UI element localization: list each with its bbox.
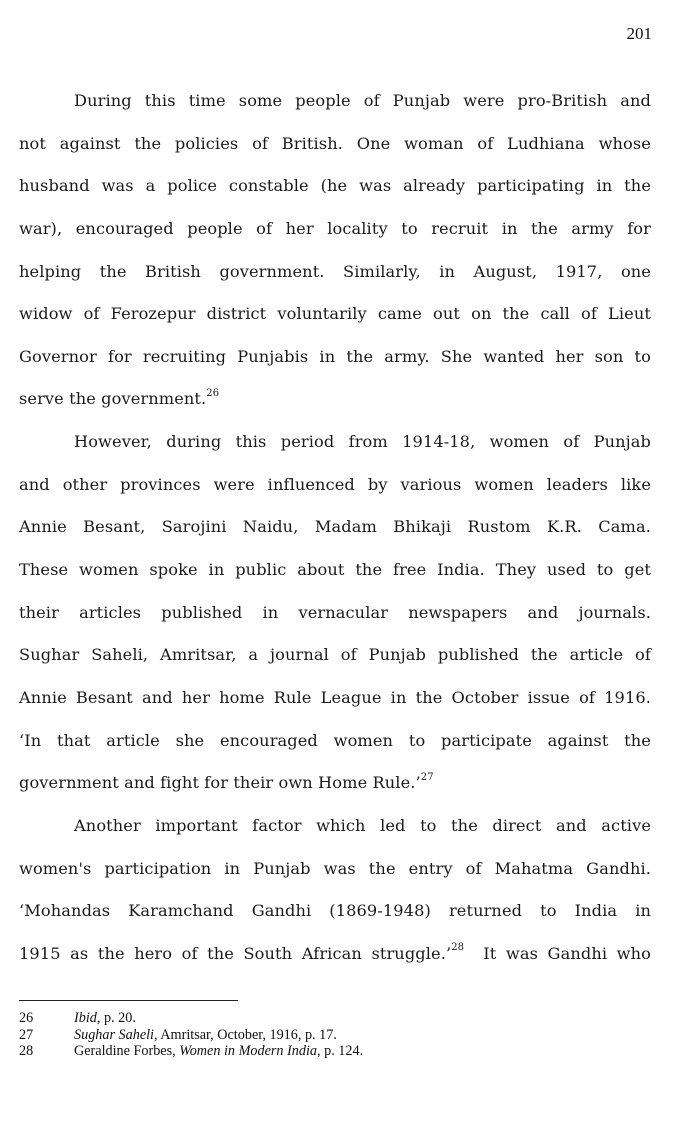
- footnote-number: 28: [19, 1043, 34, 1059]
- text-line: Annie Besant and her home Rule League in the October issue of 1916.: [19, 687, 651, 707]
- footnote-italic: Women in Modern India: [179, 1043, 317, 1059]
- footnote-text: [74, 1043, 363, 1060]
- footnote-prefix: Geraldine Forbes,: [74, 1043, 180, 1059]
- footnote-italic: Sughar Saheli: [74, 1026, 154, 1043]
- text-line: ‘In that article she encouraged women to participate against the: [19, 730, 651, 750]
- text-line: However, during this period from 1914-18, women of Punjab: [74, 432, 651, 452]
- text-line: war), encouraged people of her locality to recruit in the army for: [19, 218, 651, 238]
- text-line: and other provinces were influenced by various women leaders like: [19, 474, 651, 494]
- footnote-rest: , p. 20.: [96, 1010, 136, 1026]
- footnote-rest: , Amritsar, October, 1916, p. 17.: [154, 1026, 337, 1043]
- footnote: [19, 1010, 659, 1027]
- text-line: widow of Ferozepur district voluntarily came out on the call of Lieut: [19, 304, 651, 324]
- footnote-rest: , p. 124.: [317, 1043, 364, 1059]
- footnote-ref[interactable]: 26: [206, 388, 220, 400]
- text-line: [19, 933, 651, 976]
- footnote-ref[interactable]: 27: [420, 771, 434, 783]
- text-line: women's participation in Punjab was the entry of Mahatma Gandhi.: [19, 858, 651, 878]
- footnote-ref[interactable]: 28: [451, 942, 465, 954]
- text-line: During this time some people of Punjab were pro-British and: [74, 91, 651, 110]
- text-line: Sughar Saheli, Amritsar, a journal of Punjab published the article of: [19, 645, 651, 665]
- footnote-separator: [19, 1000, 238, 1001]
- footnote-text: [74, 1027, 337, 1044]
- paragraph: [19, 421, 651, 805]
- footnote-number: 26: [19, 1010, 34, 1026]
- text-line: not against the policies of British. One woman of Ludhiana whose: [19, 133, 651, 153]
- footnote: [19, 1043, 659, 1060]
- paragraph: [19, 805, 651, 976]
- text-line: ‘Mohandas Karamchand Gandhi (1869-1948) returned to India in: [19, 901, 651, 921]
- footnote-italic: Ibid: [74, 1010, 97, 1026]
- footnote: [19, 1027, 659, 1044]
- text-line: Annie Besant, Sarojini Naidu, Madam Bhikaji Rustom K.R. Cama.: [19, 517, 651, 537]
- text-line: [19, 378, 651, 421]
- text-line: husband was a police constable (he was already participating in the: [19, 176, 651, 196]
- footnotes: [19, 1010, 659, 1060]
- footnote-text: [74, 1010, 136, 1027]
- page-number: 201: [626, 24, 652, 43]
- text-line: [19, 762, 651, 805]
- footnote-number: 27: [19, 1026, 34, 1043]
- text-line: Governor for recruiting Punjabis in the army. She wanted her son to: [19, 346, 651, 366]
- text-line: These women spoke in public about the free India. They used to get: [19, 560, 651, 580]
- text-line-content: government and fight for their own Home Rule.’: [19, 773, 421, 793]
- text-line-content: 1915 as the hero of the South African struggle.’: [19, 943, 452, 963]
- text-line: their articles published in vernacular newspapers and journals.: [19, 602, 651, 622]
- paragraph: [19, 80, 651, 421]
- text-line-content: serve the government.: [19, 389, 207, 409]
- body-text: [19, 80, 651, 975]
- text-line-content: It was Gandhi who: [464, 943, 652, 963]
- text-line: helping the British government. Similarly, in August, 1917, one: [19, 261, 651, 281]
- text-line: Another important factor which led to the direct and active: [74, 815, 651, 835]
